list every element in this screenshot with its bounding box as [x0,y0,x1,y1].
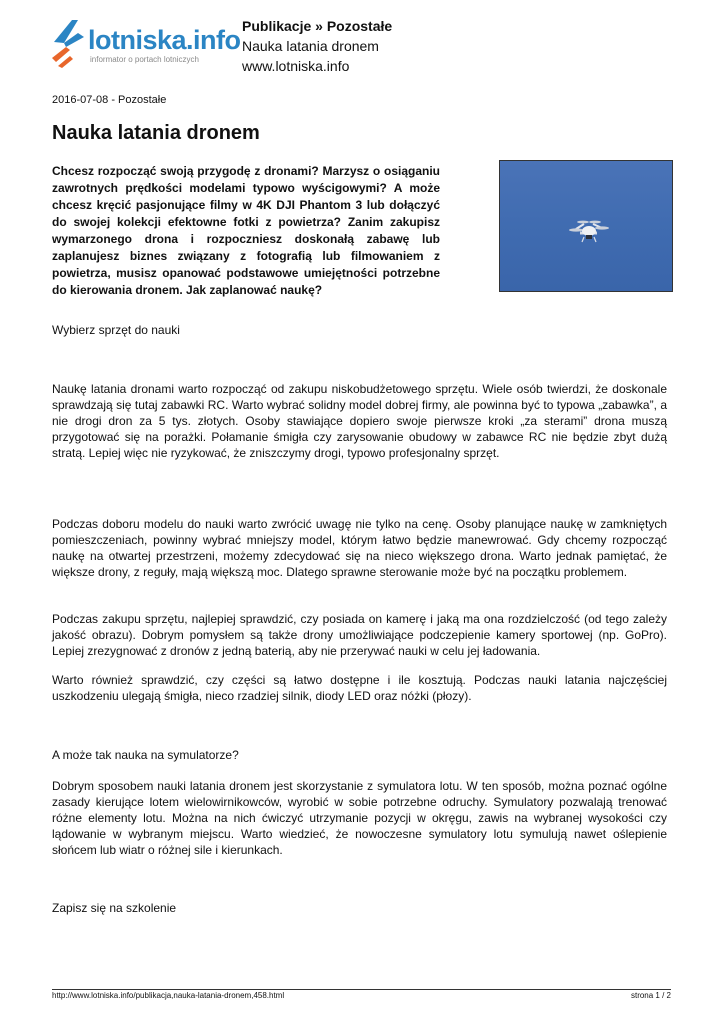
section-heading-equipment: Wybierz sprzęt do nauki [52,323,180,337]
article-paragraph: Podczas doboru modelu do nauki warto zwrócić uwagę nie tylko na cenę. Osoby planujące naukę w zamkniętych pomieszczeniach, powinny wybrać mniejszy model, którym łatwo będzie manewrować. Gdy chcemy rozpocząć naukę na otwartej przestrzeni, możemy zdecydować się na nieco większego drona. Warto jednak pamiętać, że większe drony, z reguły, mają większą moc. Dlatego sprawne sterowanie może być na początku problemem. [52,517,667,579]
section-heading-simulator: A może tak nauka na symulatorze? [52,748,239,762]
footer-divider [52,989,671,990]
page-number: strona 1 / 2 [630,991,671,1000]
header-article-title: Nauka latania dronem [242,38,379,54]
header-info [242,16,392,76]
article-date-category: 2016-07-08 - Pozostałe [52,94,167,106]
article-paragraph: Dobrym sposobem nauki latania dronem jest skorzystanie z symulatora lotu. W ten sposób, można poznać ogólne zasady kierujące lotem wielowirnikowców, wyrobić w sobie potrzebne odruchy. Symulatory pozwalają trenować różne elementy lotu. Można na nich ćwiczyć utrzymanie pozycji w okręgu, zawis na wybranej wysokości czy lądowanie w wybranym miejscu. Warto wiedzieć, że nowoczesne symulatory lotu symulują nawet oślepienie słońcem lub wiatr o różnej sile i kierunkach. [52,779,667,857]
logo-text: lotniska.info [88,25,241,55]
header-site-url[interactable]: www.lotniska.info [242,58,350,74]
article-lead: Chcesz rozpocząć swoją przygodę z dronami? Marzysz o osiąganiu zawrotnych prędkości modelami typowo wyścigowymi? A może chcesz kręcić pasjonujące filmy w 4K DJI Phantom 3 lub dołączyć do swojej kolekcji efektowne fotki z powietrza? Zanim zakupisz wymarzonego drona i rozpoczniesz doskonałą zabawę lub zaplanujesz biznes związany z fotografią lub filmowaniem z powietrza, musisz opanować podstawowe umiejętności potrzebne do kierowania dronem. Jak zaplanować naukę? [52,164,440,297]
article-paragraph: Podczas zakupu sprzętu, najlepiej sprawdzić, czy posiada on kamerę i jaką ma ona rozdzielczość (od tego zależy jakość obrazu). Dobrym pomysłem są także drony umożliwiające podczepienie kamery sportowej (np. GoPro). Lepiej zrezygnować z dronów z jedną baterią, aby nie przerywać nauki w celu jej ładowania. [52,612,667,658]
article-paragraph: Warto również sprawdzić, czy części są łatwo dostępne i ile kosztują. Podczas nauki latania najczęściej uszkodzeniu ulegają śmigła, nieco rzadziej silnik, diody LED oraz nóżki (płozy). [52,673,667,703]
logo-tagline: informator o portach lotniczych [90,55,199,64]
article-photo [499,160,673,292]
breadcrumb[interactable]: Publikacje » Pozostałe [242,18,393,34]
article-paragraph: Naukę latania dronami warto rozpocząć od zakupu niskobudżetowego sprzętu. Wiele osób twierdzi, że doskonale sprawdzają się tutaj zabawki RC. Warto wybrać solidny model dobrej firmy, ale powinna być to typowa „zabawka”, a nie drogi dron za 5 tys. złotych. Osoby stawiające dopiero swoje pierwsze kroki „za sterami” drona muszą przygotować się na porażki. Połamanie śmigła czy zarysowanie obudowy w zabawce RC nie będzie zbyt dużą stratą. Lepiej więc nie ryzykować, że zniszczymy drogi, typowo profesjonalny sprzęt. [52,382,667,460]
page-title: Nauka latania dronem [52,122,260,144]
drone-icon [500,161,672,291]
plane-logo-icon [50,16,90,68]
footer-url[interactable]: http://www.lotniska.info/publikacja,nauka-latania-dronem,458.html [52,991,285,1000]
site-logo[interactable] [50,16,241,68]
section-heading-training: Zapisz się na szkolenie [52,901,177,915]
